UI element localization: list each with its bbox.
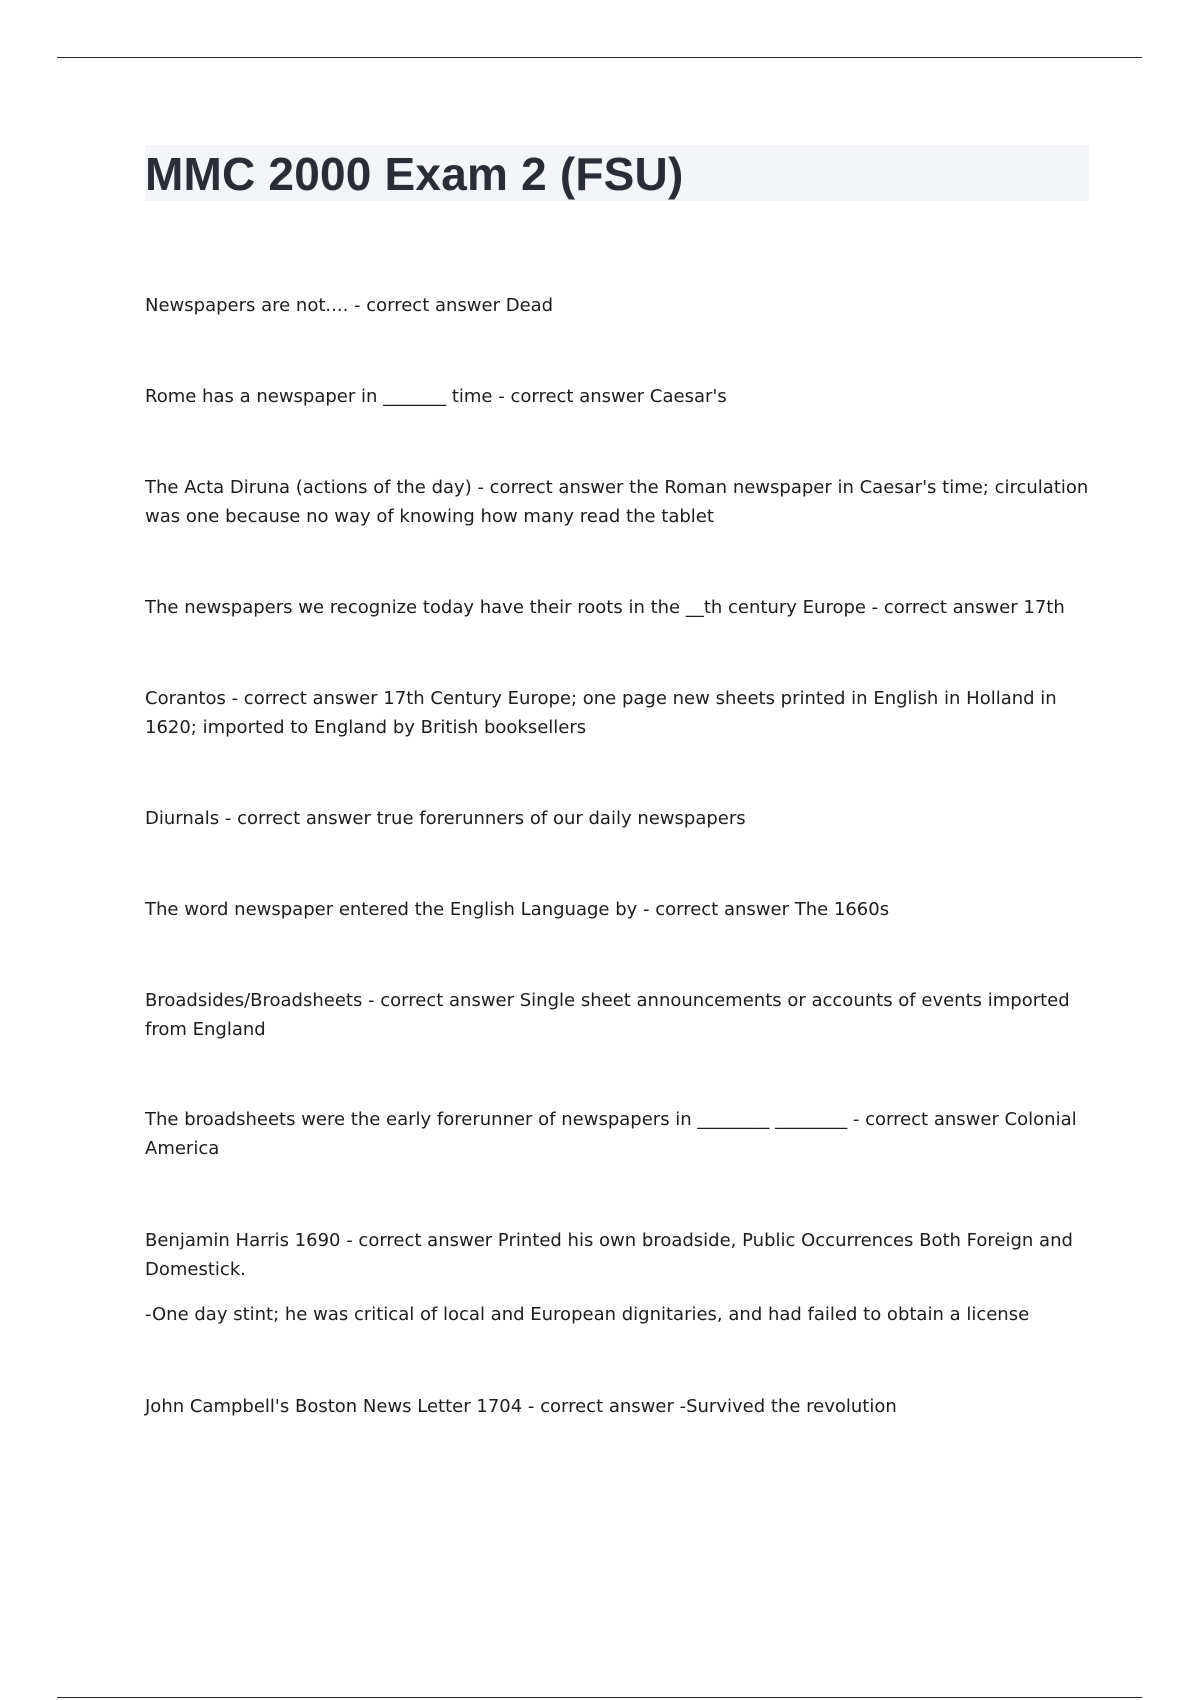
- bottom-rule: [57, 1697, 1142, 1698]
- flashcard-entry: [145, 1226, 1090, 1329]
- flashcard-entry: [145, 1105, 1090, 1163]
- flashcard-entry: [145, 804, 1090, 833]
- entry-text: Corantos - correct answer 17th Century Europe; one page new sheets printed in English in Holland in 1620; imported to England by British booksellers: [145, 688, 1057, 738]
- flashcard-entry: [145, 382, 1090, 411]
- flashcard-entry: [145, 593, 1090, 622]
- entry-text: Broadsides/Broadsheets - correct answer Single sheet announcements or accounts of events imported from England: [145, 990, 1070, 1040]
- entry-text: Rome has a newspaper in _______ time - correct answer Caesar's: [145, 386, 727, 407]
- entry-text: John Campbell's Boston News Letter 1704 - correct answer -Survived the revolution: [145, 1396, 897, 1417]
- flashcard-entry: [145, 986, 1090, 1044]
- top-rule: [57, 57, 1142, 58]
- entry-text: Benjamin Harris 1690 - correct answer Printed his own broadside, Public Occurrences Both Foreign and Domestick.: [145, 1230, 1073, 1280]
- flashcard-entry: [145, 1392, 1090, 1421]
- entry-text-continued: -One day stint; he was critical of local and European dignitaries, and had failed to obtain a license: [145, 1304, 1030, 1325]
- flashcard-entry: [145, 895, 1090, 924]
- entry-text: Diurnals - correct answer true forerunners of our daily newspapers: [145, 808, 746, 829]
- entry-text: The word newspaper entered the English Language by - correct answer The 1660s: [145, 899, 890, 920]
- flashcard-entry: [145, 684, 1090, 742]
- flashcard-entry: [145, 291, 1090, 320]
- entry-text: Newspapers are not.... - correct answer Dead: [145, 295, 554, 316]
- entry-text: The broadsheets were the early forerunner of newspapers in ________ ________ - correct answer Colonial America: [145, 1109, 1077, 1159]
- entry-text: The newspapers we recognize today have their roots in the __th century Europe - correct answer 17th: [145, 597, 1065, 618]
- entry-text: The Acta Diruna (actions of the day) - correct answer the Roman newspaper in Caesar's time; circulation was one because no way of knowing how many read the tablet: [145, 477, 1089, 527]
- flashcard-entry: [145, 473, 1090, 531]
- page-title: MMC 2000 Exam 2 (FSU): [145, 148, 684, 200]
